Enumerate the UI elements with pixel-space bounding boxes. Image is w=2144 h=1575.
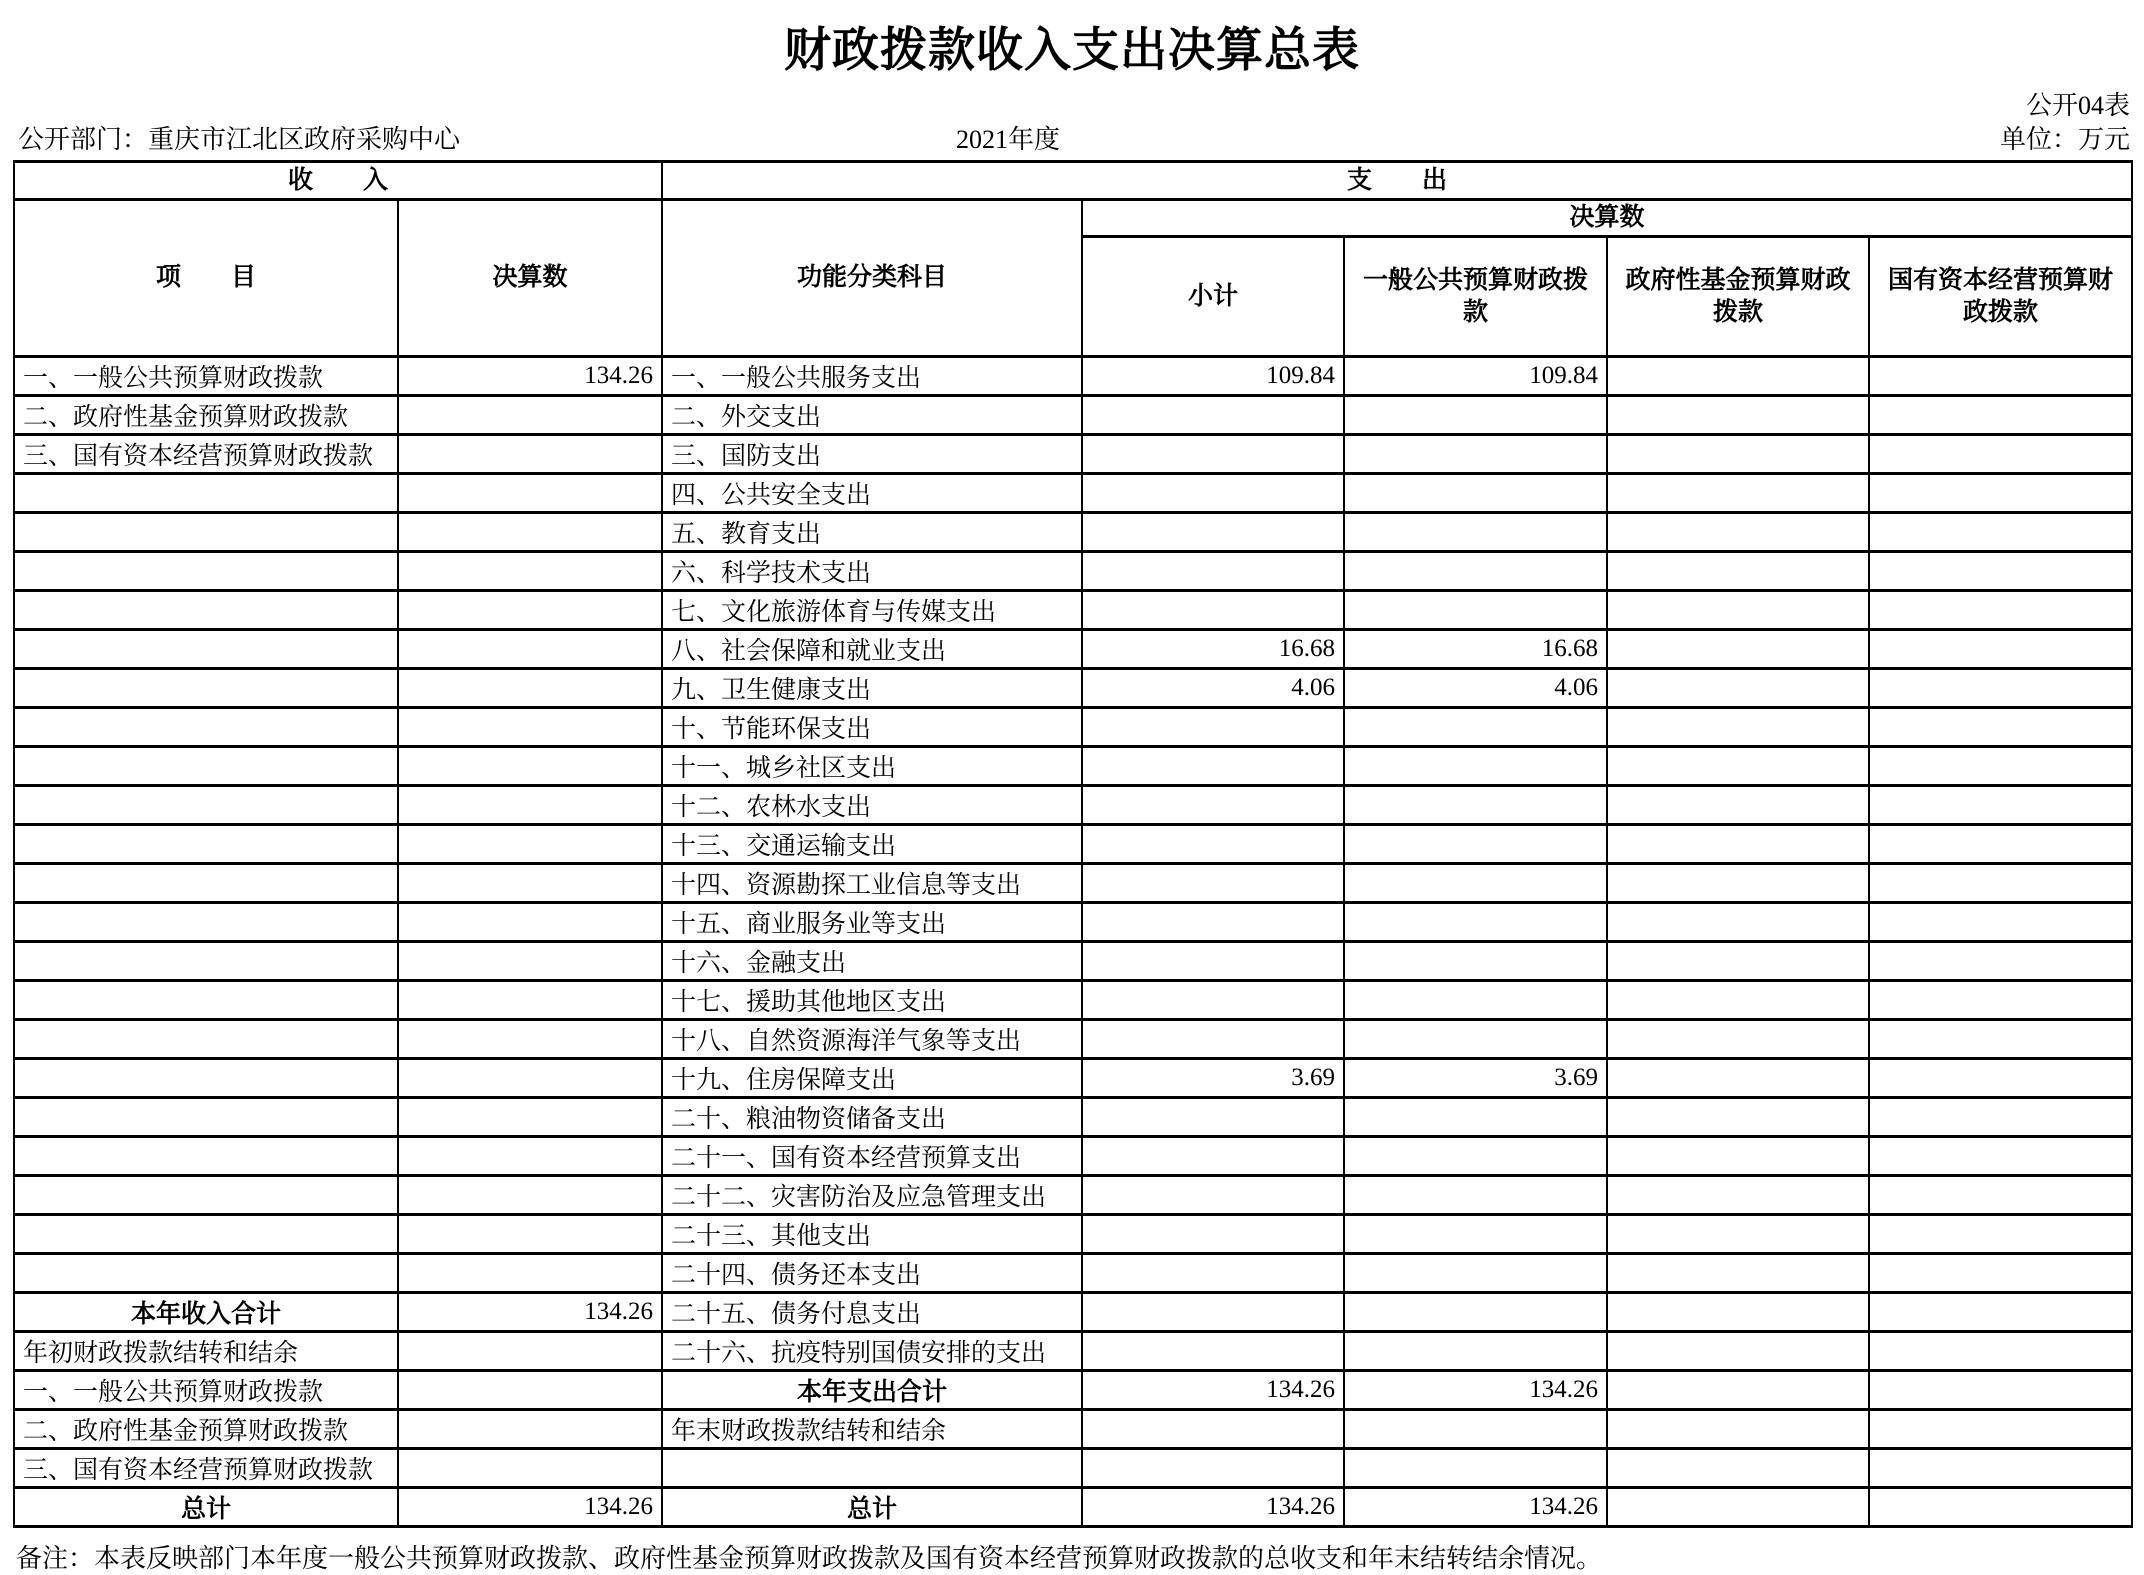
subtotal-cell	[1082, 786, 1344, 825]
general-budget-cell	[1344, 1176, 1607, 1215]
expense-item-cell: 二十五、债务付息支出	[662, 1293, 1082, 1332]
state-capital-cell	[1869, 1215, 2132, 1254]
subtotal-cell	[1082, 513, 1344, 552]
income-item-cell	[14, 903, 398, 942]
state-capital-cell	[1869, 942, 2132, 981]
subtotal-cell: 3.69	[1082, 1059, 1344, 1098]
table-row	[14, 669, 2132, 708]
income-value-cell	[398, 1059, 662, 1098]
col-header-general-budget: 一般公共预算财政拨款	[1344, 237, 1607, 357]
general-budget-cell	[1344, 747, 1607, 786]
income-value-cell	[398, 552, 662, 591]
income-value-cell	[398, 669, 662, 708]
gov-fund-cell	[1607, 903, 1869, 942]
state-capital-cell	[1869, 1098, 2132, 1137]
income-value-cell	[398, 630, 662, 669]
subtotal-cell	[1082, 942, 1344, 981]
income-item-cell: 年初财政拨款结转和结余	[14, 1332, 398, 1371]
income-value-cell	[398, 825, 662, 864]
table-row	[14, 708, 2132, 747]
subtotal-cell	[1082, 825, 1344, 864]
income-value-cell	[398, 1332, 662, 1371]
general-budget-cell	[1344, 903, 1607, 942]
expense-item-cell: 一、一般公共服务支出	[662, 357, 1082, 396]
income-value-cell	[398, 942, 662, 981]
income-value-cell	[398, 1176, 662, 1215]
gov-fund-cell	[1607, 1059, 1869, 1098]
col-header-subtotal: 小计	[1082, 237, 1344, 357]
general-budget-cell	[1344, 435, 1607, 474]
table-row	[14, 435, 2132, 474]
income-value-cell	[398, 591, 662, 630]
income-item-cell: 二、政府性基金预算财政拨款	[14, 396, 398, 435]
state-capital-cell	[1869, 747, 2132, 786]
income-value-cell	[398, 747, 662, 786]
income-item-cell: 一、一般公共预算财政拨款	[14, 1371, 398, 1410]
expense-item-cell: 二十三、其他支出	[662, 1215, 1082, 1254]
state-capital-cell	[1869, 786, 2132, 825]
general-budget-cell	[1344, 864, 1607, 903]
gov-fund-cell	[1607, 474, 1869, 513]
income-item-cell	[14, 747, 398, 786]
expense-item-cell: 十、节能环保支出	[662, 708, 1082, 747]
income-item-cell	[14, 1059, 398, 1098]
income-value-cell	[398, 981, 662, 1020]
table-row	[14, 1410, 2132, 1449]
table-body	[14, 357, 2132, 1527]
gov-fund-cell	[1607, 942, 1869, 981]
general-budget-cell	[1344, 1137, 1607, 1176]
expense-item-cell: 本年支出合计	[662, 1371, 1082, 1410]
income-item-cell: 三、国有资本经营预算财政拨款	[14, 1449, 398, 1488]
expense-item-cell: 二十、粮油物资储备支出	[662, 1098, 1082, 1137]
table-row	[14, 747, 2132, 786]
state-capital-cell	[1869, 1488, 2132, 1527]
table-row	[14, 786, 2132, 825]
general-budget-cell	[1344, 474, 1607, 513]
state-capital-cell	[1869, 630, 2132, 669]
subtotal-cell	[1082, 591, 1344, 630]
expense-item-cell: 十九、住房保障支出	[662, 1059, 1082, 1098]
gov-fund-cell	[1607, 747, 1869, 786]
page-title: 财政拨款收入支出决算总表	[784, 25, 1360, 77]
income-value-cell	[398, 1449, 662, 1488]
table-code: 公开04表	[2025, 91, 2130, 120]
table-row	[14, 1332, 2132, 1371]
expense-item-cell: 三、国防支出	[662, 435, 1082, 474]
income-value-cell	[398, 864, 662, 903]
income-value-cell: 134.26	[398, 357, 662, 396]
income-item-cell	[14, 669, 398, 708]
general-budget-cell	[1344, 825, 1607, 864]
income-item-cell	[14, 591, 398, 630]
expense-item-cell: 十五、商业服务业等支出	[662, 903, 1082, 942]
income-item-cell	[14, 552, 398, 591]
expense-item-cell: 二十四、债务还本支出	[662, 1254, 1082, 1293]
general-budget-cell	[1344, 1332, 1607, 1371]
state-capital-cell	[1869, 669, 2132, 708]
table-row	[14, 1059, 2132, 1098]
general-budget-cell	[1344, 396, 1607, 435]
income-item-cell	[14, 942, 398, 981]
expense-item-cell: 八、社会保障和就业支出	[662, 630, 1082, 669]
income-item-cell	[14, 864, 398, 903]
gov-fund-cell	[1607, 1176, 1869, 1215]
gov-fund-cell	[1607, 435, 1869, 474]
expense-item-cell: 十一、城乡社区支出	[662, 747, 1082, 786]
gov-fund-cell	[1607, 1215, 1869, 1254]
state-capital-cell	[1869, 981, 2132, 1020]
table-row	[14, 1098, 2132, 1137]
state-capital-cell	[1869, 357, 2132, 396]
subtotal-cell	[1082, 864, 1344, 903]
subtotal-cell: 109.84	[1082, 357, 1344, 396]
gov-fund-cell	[1607, 1020, 1869, 1059]
expense-section-header: 支 出	[662, 162, 2132, 200]
department-label: 公开部门：重庆市江北区政府采购中心	[18, 125, 461, 154]
general-budget-cell	[1344, 1020, 1607, 1059]
general-budget-cell: 4.06	[1344, 669, 1607, 708]
gov-fund-cell	[1607, 513, 1869, 552]
income-item-cell	[14, 474, 398, 513]
income-value-cell	[398, 708, 662, 747]
general-budget-cell	[1344, 1449, 1607, 1488]
state-capital-cell	[1869, 591, 2132, 630]
state-capital-cell	[1869, 1020, 2132, 1059]
table-row	[14, 396, 2132, 435]
income-value-cell: 134.26	[398, 1293, 662, 1332]
gov-fund-cell	[1607, 357, 1869, 396]
subtotal-cell	[1082, 435, 1344, 474]
income-value-cell	[398, 1098, 662, 1137]
income-item-cell	[14, 1098, 398, 1137]
table-row	[14, 1449, 2132, 1488]
general-budget-cell: 16.68	[1344, 630, 1607, 669]
state-capital-cell	[1869, 1176, 2132, 1215]
income-value-cell: 134.26	[398, 1488, 662, 1527]
state-capital-cell	[1869, 864, 2132, 903]
table-row	[14, 513, 2132, 552]
col-header-gov-fund: 政府性基金预算财政拨款	[1607, 237, 1869, 357]
income-item-cell: 三、国有资本经营预算财政拨款	[14, 435, 398, 474]
subtotal-cell	[1082, 1332, 1344, 1371]
income-item-cell	[14, 786, 398, 825]
general-budget-cell	[1344, 1293, 1607, 1332]
table-row	[14, 1176, 2132, 1215]
fiscal-year-label: 2021年度	[956, 125, 1061, 154]
state-capital-cell	[1869, 1332, 2132, 1371]
general-budget-cell	[1344, 552, 1607, 591]
gov-fund-cell	[1607, 1293, 1869, 1332]
state-capital-cell	[1869, 825, 2132, 864]
income-value-cell	[398, 396, 662, 435]
table-row	[14, 1293, 2132, 1332]
gov-fund-cell	[1607, 1098, 1869, 1137]
general-budget-cell: 134.26	[1344, 1488, 1607, 1527]
state-capital-cell	[1869, 1254, 2132, 1293]
subtotal-cell	[1082, 1137, 1344, 1176]
expense-item-cell: 五、教育支出	[662, 513, 1082, 552]
general-budget-cell	[1344, 786, 1607, 825]
table-row	[14, 864, 2132, 903]
expense-item-cell: 十二、农林水支出	[662, 786, 1082, 825]
expense-item-cell: 二十六、抗疫特别国债安排的支出	[662, 1332, 1082, 1371]
table-row	[14, 1254, 2132, 1293]
expense-item-cell: 十七、援助其他地区支出	[662, 981, 1082, 1020]
income-item-cell	[14, 1254, 398, 1293]
footnote: 备注：本表反映部门本年度一般公共预算财政拨款、政府性基金预算财政拨款及国有资本经营预算财政拨款的总收支和年末结转结余情况。	[16, 1544, 1603, 1573]
income-item-cell: 本年收入合计	[14, 1293, 398, 1332]
expense-item-cell: 十四、资源勘探工业信息等支出	[662, 864, 1082, 903]
gov-fund-cell	[1607, 1488, 1869, 1527]
general-budget-cell	[1344, 1254, 1607, 1293]
expense-item-cell: 十三、交通运输支出	[662, 825, 1082, 864]
subtotal-cell	[1082, 747, 1344, 786]
income-value-cell	[398, 513, 662, 552]
income-item-cell	[14, 981, 398, 1020]
general-budget-cell: 3.69	[1344, 1059, 1607, 1098]
expense-item-cell: 总计	[662, 1488, 1082, 1527]
table-row	[14, 942, 2132, 981]
income-value-cell	[398, 903, 662, 942]
gov-fund-cell	[1607, 708, 1869, 747]
table-row	[14, 1137, 2132, 1176]
table-row	[14, 552, 2132, 591]
gov-fund-cell	[1607, 669, 1869, 708]
table-row	[14, 1020, 2132, 1059]
general-budget-cell	[1344, 1215, 1607, 1254]
state-capital-cell	[1869, 513, 2132, 552]
table-row	[14, 591, 2132, 630]
income-value-cell	[398, 1137, 662, 1176]
table-row	[14, 825, 2132, 864]
table-row	[14, 630, 2132, 669]
general-budget-cell	[1344, 513, 1607, 552]
income-value-cell	[398, 1254, 662, 1293]
expense-item-cell	[662, 1449, 1082, 1488]
subtotal-cell	[1082, 708, 1344, 747]
income-value-cell	[398, 1410, 662, 1449]
general-budget-cell: 134.26	[1344, 1371, 1607, 1410]
income-item-cell	[14, 1137, 398, 1176]
state-capital-cell	[1869, 1059, 2132, 1098]
subtotal-cell	[1082, 981, 1344, 1020]
expense-item-cell: 二、外交支出	[662, 396, 1082, 435]
gov-fund-cell	[1607, 552, 1869, 591]
table-row	[14, 981, 2132, 1020]
unit-label: 单位：万元	[1999, 125, 2130, 154]
subtotal-cell	[1082, 1020, 1344, 1059]
general-budget-cell	[1344, 708, 1607, 747]
expense-item-cell: 二十一、国有资本经营预算支出	[662, 1137, 1082, 1176]
income-item-cell	[14, 1020, 398, 1059]
expense-item-cell: 四、公共安全支出	[662, 474, 1082, 513]
gov-fund-cell	[1607, 864, 1869, 903]
col-header-final-group: 决算数	[1082, 200, 2132, 237]
subtotal-cell	[1082, 1410, 1344, 1449]
subtotal-cell: 134.26	[1082, 1488, 1344, 1527]
expense-item-cell: 十六、金融支出	[662, 942, 1082, 981]
general-budget-cell	[1344, 942, 1607, 981]
gov-fund-cell	[1607, 1254, 1869, 1293]
col-header-state-capital: 国有资本经营预算财政拨款	[1869, 237, 2132, 357]
income-value-cell	[398, 1020, 662, 1059]
col-header-function-category: 功能分类科目	[662, 200, 1082, 357]
table-row	[14, 1215, 2132, 1254]
income-item-cell	[14, 708, 398, 747]
income-value-cell	[398, 1371, 662, 1410]
state-capital-cell	[1869, 1371, 2132, 1410]
income-item-cell	[14, 513, 398, 552]
expense-item-cell: 九、卫生健康支出	[662, 669, 1082, 708]
income-item-cell	[14, 1176, 398, 1215]
income-item-cell: 总计	[14, 1488, 398, 1527]
state-capital-cell	[1869, 396, 2132, 435]
income-value-cell	[398, 435, 662, 474]
budget-summary-table	[13, 160, 2133, 1528]
subtotal-cell	[1082, 1293, 1344, 1332]
meta-row	[0, 122, 2144, 158]
table-row	[14, 903, 2132, 942]
state-capital-cell	[1869, 1293, 2132, 1332]
state-capital-cell	[1869, 903, 2132, 942]
gov-fund-cell	[1607, 630, 1869, 669]
gov-fund-cell	[1607, 1410, 1869, 1449]
subtotal-cell	[1082, 903, 1344, 942]
gov-fund-cell	[1607, 825, 1869, 864]
state-capital-cell	[1869, 474, 2132, 513]
general-budget-cell	[1344, 1098, 1607, 1137]
state-capital-cell	[1869, 435, 2132, 474]
general-budget-cell: 109.84	[1344, 357, 1607, 396]
expense-item-cell: 年末财政拨款结转和结余	[662, 1410, 1082, 1449]
income-item-cell	[14, 825, 398, 864]
table-row	[14, 474, 2132, 513]
state-capital-cell	[1869, 552, 2132, 591]
subtotal-cell: 16.68	[1082, 630, 1344, 669]
income-item-cell	[14, 1215, 398, 1254]
table-row	[14, 357, 2132, 396]
expense-item-cell: 二十二、灾害防治及应急管理支出	[662, 1176, 1082, 1215]
state-capital-cell	[1869, 1449, 2132, 1488]
table-row	[14, 1371, 2132, 1410]
income-item-cell	[14, 630, 398, 669]
col-header-item: 项 目	[14, 200, 398, 357]
subtotal-cell	[1082, 1449, 1344, 1488]
subtotal-cell	[1082, 552, 1344, 591]
subtotal-cell	[1082, 1176, 1344, 1215]
subtotal-cell	[1082, 396, 1344, 435]
gov-fund-cell	[1607, 786, 1869, 825]
subtotal-cell	[1082, 1254, 1344, 1293]
subtotal-cell	[1082, 474, 1344, 513]
income-section-header: 收 入	[14, 162, 662, 200]
state-capital-cell	[1869, 1137, 2132, 1176]
income-item-cell: 一、一般公共预算财政拨款	[14, 357, 398, 396]
state-capital-cell	[1869, 1410, 2132, 1449]
gov-fund-cell	[1607, 591, 1869, 630]
table-row	[14, 1488, 2132, 1527]
gov-fund-cell	[1607, 1449, 1869, 1488]
general-budget-cell	[1344, 591, 1607, 630]
general-budget-cell	[1344, 1410, 1607, 1449]
col-header-income-final: 决算数	[398, 200, 662, 357]
subtotal-cell	[1082, 1215, 1344, 1254]
gov-fund-cell	[1607, 1332, 1869, 1371]
gov-fund-cell	[1607, 981, 1869, 1020]
expense-item-cell: 七、文化旅游体育与传媒支出	[662, 591, 1082, 630]
income-value-cell	[398, 786, 662, 825]
income-value-cell	[398, 474, 662, 513]
state-capital-cell	[1869, 708, 2132, 747]
gov-fund-cell	[1607, 396, 1869, 435]
general-budget-cell	[1344, 981, 1607, 1020]
income-item-cell: 二、政府性基金预算财政拨款	[14, 1410, 398, 1449]
gov-fund-cell	[1607, 1371, 1869, 1410]
income-value-cell	[398, 1215, 662, 1254]
expense-item-cell: 六、科学技术支出	[662, 552, 1082, 591]
subtotal-cell: 134.26	[1082, 1371, 1344, 1410]
subtotal-cell: 4.06	[1082, 669, 1344, 708]
subtotal-cell	[1082, 1098, 1344, 1137]
expense-item-cell: 十八、自然资源海洋气象等支出	[662, 1020, 1082, 1059]
gov-fund-cell	[1607, 1137, 1869, 1176]
